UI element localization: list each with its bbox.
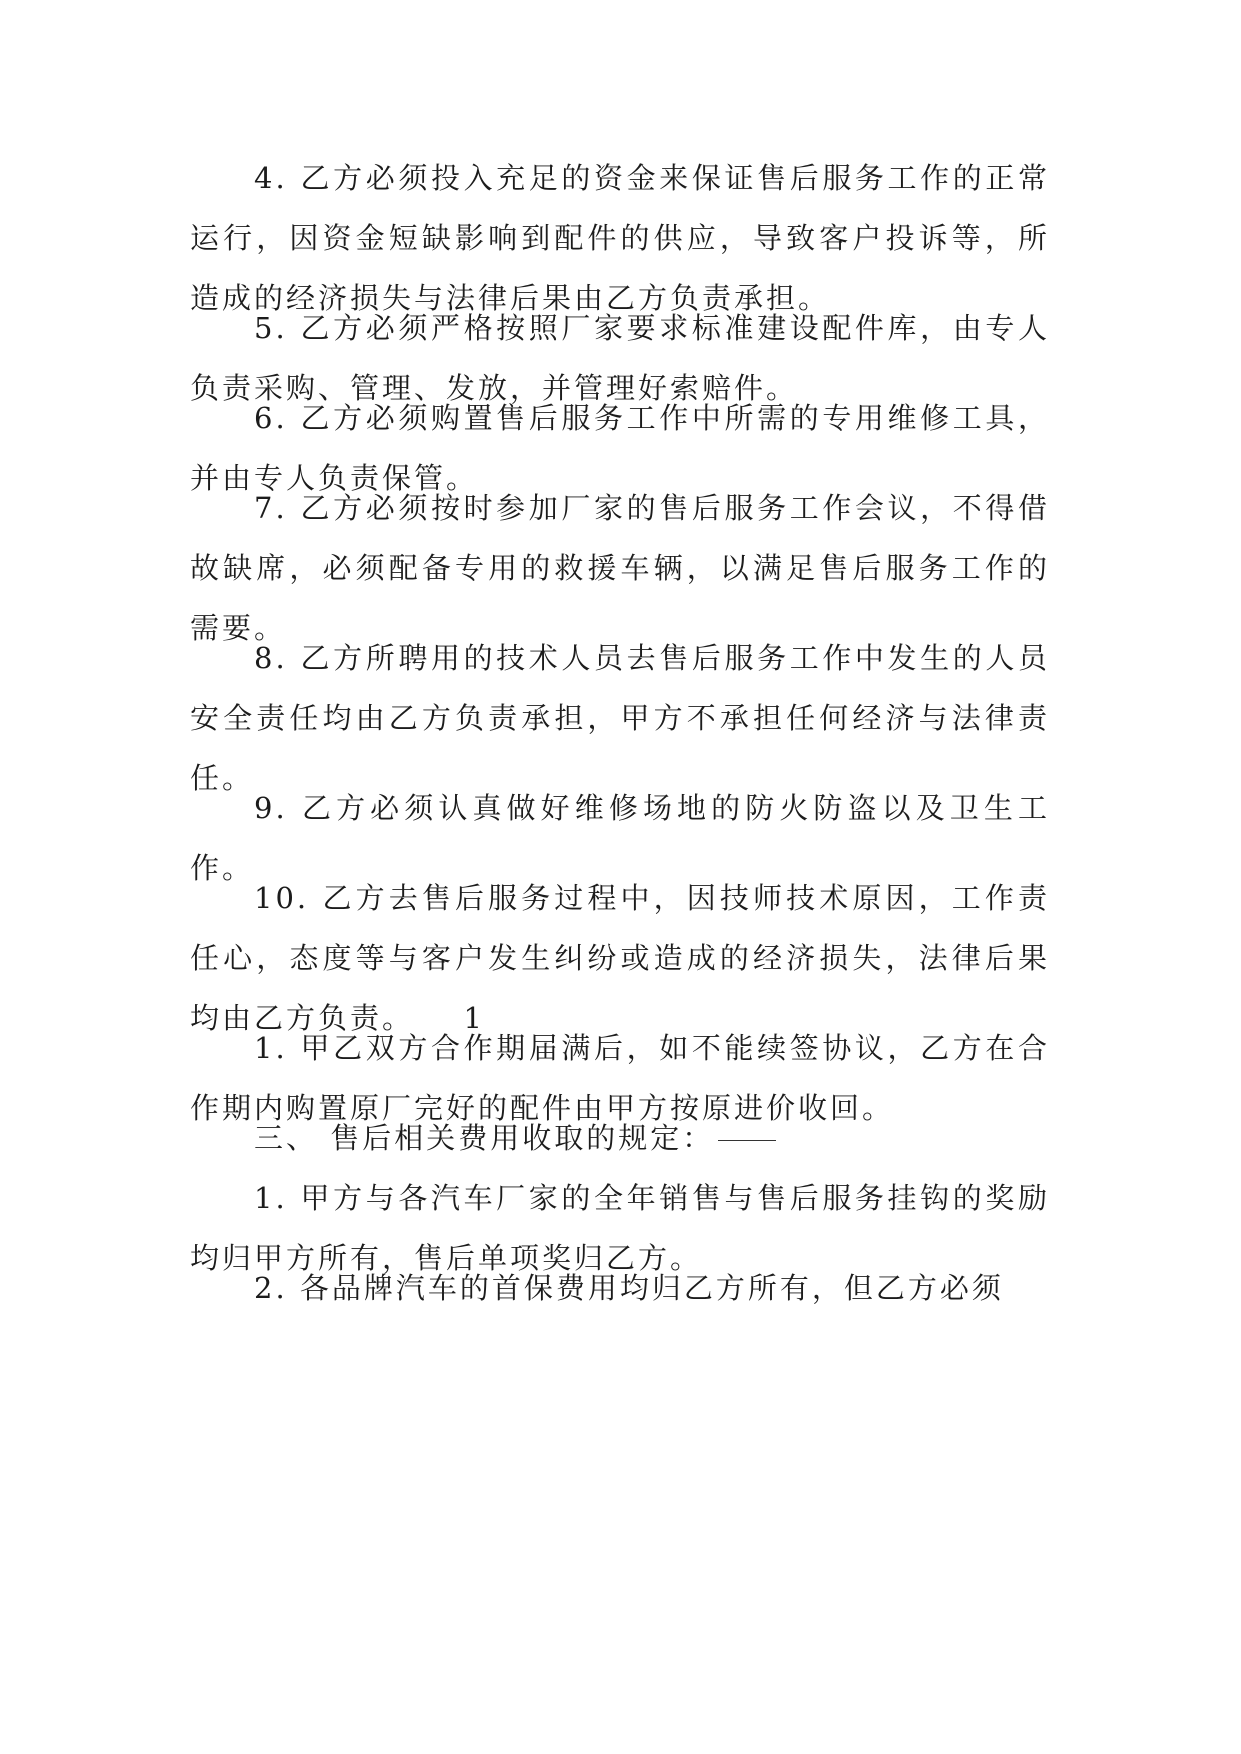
paragraph-item-7: 7. 乙方必须按时参加厂家的售后服务工作会议，不得借故缺席，必须配备专用的救援车辆，以满足售后服务工作的需要。 xyxy=(190,491,1050,645)
paragraph-fee-1: 1. 甲方与各汽车厂家的全年销售与售后服务挂钩的奖励均归甲方所有，售后单项奖归乙方。 xyxy=(190,1181,1050,1275)
paragraph-item-5: 5. 乙方必须严格按照厂家要求标准建设配件库，由专人负责采购、管理、发放，并管理好索赔件。 xyxy=(190,311,1050,405)
paragraph-item-10: 10. 乙方去售后服务过程中，因技师技术原因，工作责任心，态度等与客户发生纠纷或造成的经济损失，法律后果均由乙方负责。 1 xyxy=(190,881,1050,1035)
paragraph-item-9: 9. 乙方必须认真做好维修场地的防火防盗以及卫生工作。 xyxy=(190,791,1050,885)
fill-in-blank xyxy=(718,1139,776,1141)
paragraph-item-1-return: 1. 甲乙双方合作期届满后，如不能续签协议，乙方在合作期内购置原厂完好的配件由甲方按原进价收回。 xyxy=(190,1031,1050,1125)
section-heading-text: 三、 售后相关费用收取的规定： xyxy=(254,1121,715,1155)
paragraph-item-4: 4. 乙方必须投入充足的资金来保证售后服务工作的正常运行，因资金短缺影响到配件的供应，导致客户投诉等，所造成的经济损失与法律后果由乙方负责承担。 xyxy=(190,161,1050,315)
paragraph-item-8: 8. 乙方所聘用的技术人员去售后服务工作中发生的人员安全责任均由乙方负责承担，甲方不承担任何经济与法律责任。 xyxy=(190,641,1050,795)
paragraph-fee-2: 2. 各品牌汽车的首保费用均归乙方所有，但乙方必须 xyxy=(254,1271,1004,1305)
paragraph-item-6: 6. 乙方必须购置售后服务工作中所需的专用维修工具，并由专人负责保管。 xyxy=(190,401,1050,495)
section-heading-fees xyxy=(190,1108,1050,1168)
